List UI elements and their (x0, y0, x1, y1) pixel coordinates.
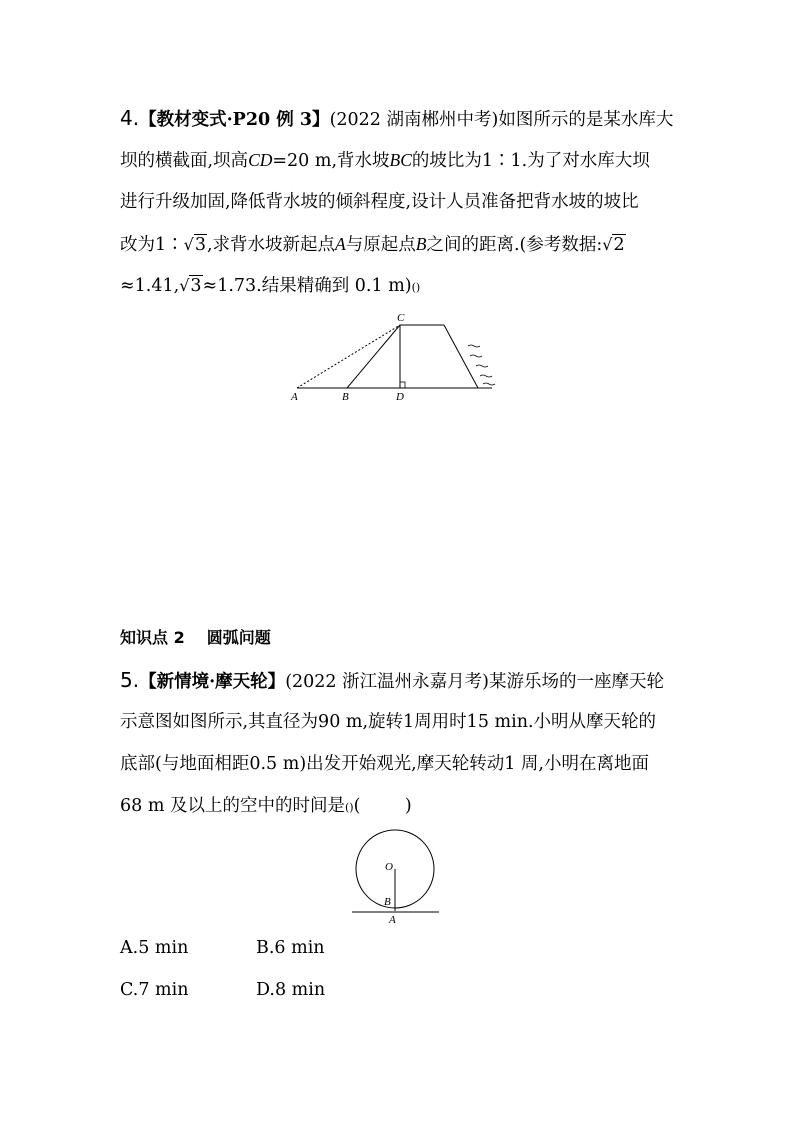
q4-line4-b: ,求背水坡新起点 (206, 235, 336, 255)
q5-line-4 (120, 794, 412, 820)
section-title: 圆弧问题 (206, 628, 271, 647)
label-d: D (396, 391, 404, 403)
q4-line2-c: 的坡比为1∶1.为了对水库大坝 (411, 151, 650, 171)
sqrt-symbol: √ (183, 235, 194, 254)
q4-point-b: B (415, 234, 427, 254)
label-b: B (342, 391, 349, 403)
q4-line5-a: ≈1.41, (120, 276, 180, 296)
q5-line1-text: (2022 浙江温州永嘉月考)某游乐场的一座摩天轮 (285, 672, 664, 692)
q4-line2-b: =20 m,背水坡 (272, 151, 390, 171)
q5-answer-blank: ( ) (353, 796, 412, 816)
q4-sqrt3-b: 3 (190, 276, 202, 296)
option-c[interactable]: C.7 min (120, 980, 189, 1000)
q4-line-4 (120, 232, 626, 257)
q4-line-5 (120, 274, 420, 300)
q5-number: 5. (120, 668, 140, 692)
q4-number: 4. (120, 106, 140, 130)
q5-line4-a: 68 m 及以上的空中的时间是 (120, 796, 345, 816)
label-b: B (384, 896, 391, 908)
dam-cross-section-figure (280, 308, 510, 404)
q5-line-3: 底部(与地面相距0.5 m)出发开始观光,摩天轮转动1 周,小明在离地面 (120, 754, 649, 774)
q4-line-3: 进行升级加固,降低背水坡的倾斜程度,设计人员准备把背水坡的坡比 (120, 192, 639, 212)
label-a: A (389, 914, 396, 926)
section-label: 知识点 2 (120, 628, 185, 647)
q5-line-2: 示意图如图所示,其直径为90 m,旋转1周用时15 min.小明从摩天轮的 (120, 712, 657, 732)
q4-point-a: A (335, 234, 346, 254)
q4-line4-a: 改为1∶ (120, 235, 184, 255)
q4-sqrt2: 2 (613, 235, 625, 255)
option-d[interactable]: D.8 min (256, 980, 326, 1000)
q4-line4-d: 之间的距离.(参考数据: (426, 235, 603, 255)
section-heading (120, 626, 271, 650)
q4-line-2 (120, 148, 650, 173)
q5-line4-small: () (345, 801, 354, 814)
label-c: C (397, 312, 405, 324)
q4-tag: 【教材变式·P20 例 3】 (139, 110, 330, 130)
sqrt-symbol: √ (179, 276, 190, 295)
q4-line5-b: ≈1.73.结果精确到 0.1 m) (202, 276, 412, 296)
q4-line-1 (120, 106, 673, 132)
ferris-wheel-figure (350, 828, 442, 926)
front-slope (444, 325, 478, 388)
option-a[interactable]: A.5 min (120, 938, 189, 958)
water-waves (468, 345, 495, 385)
q4-sqrt3-a: 3 (194, 235, 206, 255)
q4-line4-c: 与原起点 (345, 235, 416, 255)
label-a: A (291, 391, 298, 403)
q4-line1-text: (2022 湖南郴州中考)如图所示的是某水库大 (329, 110, 674, 130)
q4-bc: BC (389, 150, 412, 170)
slope-bc (347, 325, 400, 388)
q5-line-1 (120, 668, 664, 694)
q4-line2-a: 坝的横截面,坝高 (120, 151, 249, 171)
q4-cd: CD (248, 150, 273, 170)
right-angle-mark (400, 382, 405, 388)
label-o: O (385, 861, 393, 873)
q4-line5-tail: () (411, 281, 421, 294)
dashed-line-ac (297, 325, 400, 388)
q5-tag: 【新情境·摩天轮】 (139, 672, 286, 692)
option-b[interactable]: B.6 min (256, 938, 325, 958)
sqrt-symbol: √ (602, 235, 613, 254)
